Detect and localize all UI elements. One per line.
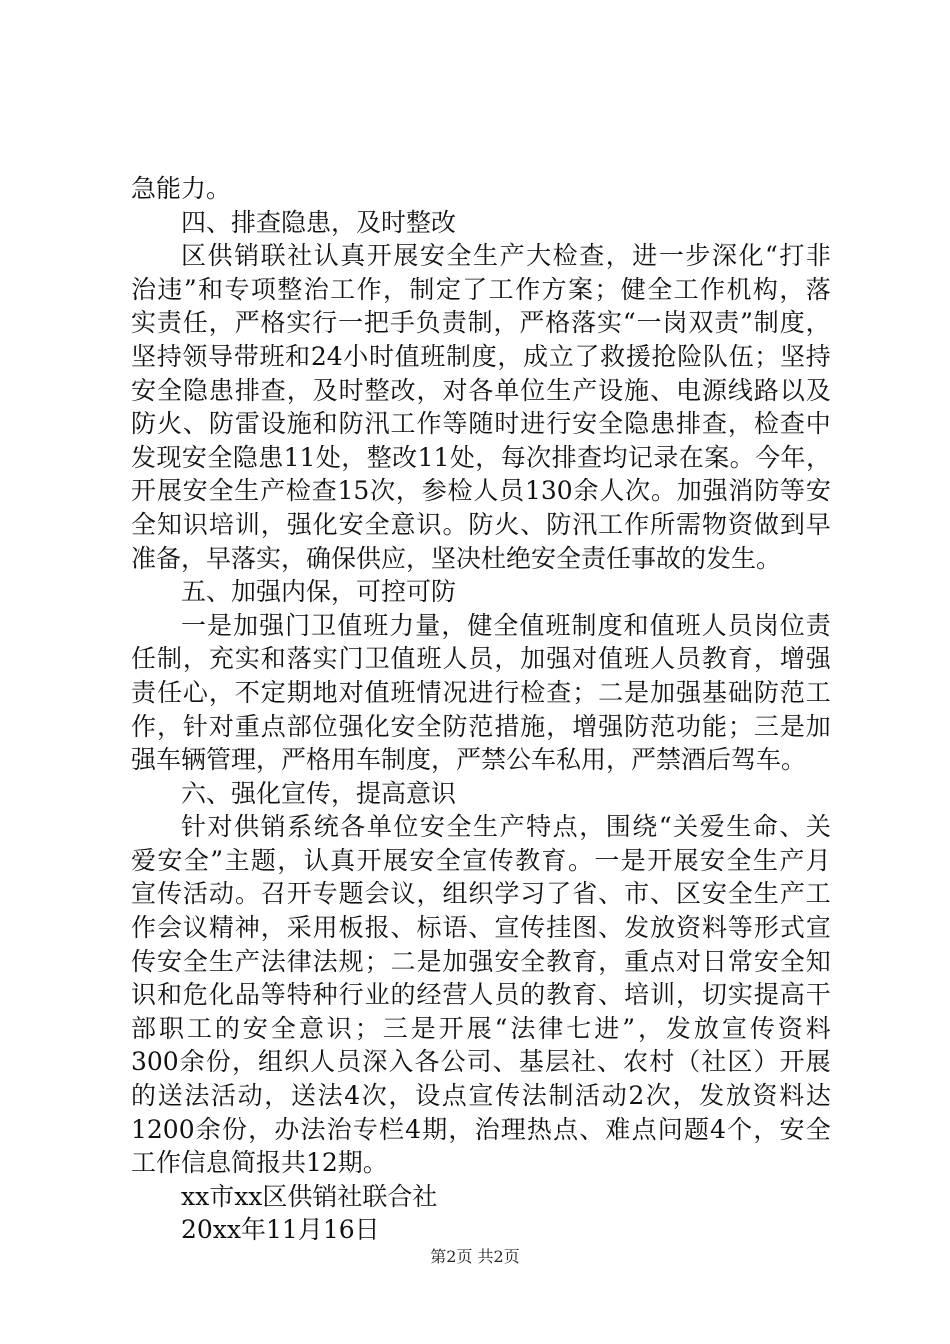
paragraph-line: 坚 持 领 导 带 班 和 24 小 时 值 班 制 度 ， 成 立 了 救 援 抢 险 队 伍 ； 坚 持: [131, 341, 831, 371]
paragraph-line: 强车辆管理，严格用车制度，严禁公车私用，严禁酒后驾车。: [131, 745, 807, 775]
paragraph-line: 一 是 加 强 门 卫 值 班 力 量 ， 健 全 值 班 制 度 和 值 班 人 员 岗 位 责: [181, 610, 831, 640]
paragraph-line: 任 制 ， 充 实 和 落 实 门 卫 值 班 人 员 ， 加 强 对 值 班 人 员 教 育 ， 增 强: [131, 644, 831, 674]
signature-line: 20xx年11月16日: [181, 1215, 380, 1245]
paragraph-line: 作 ， 针 对 重 点 部 位 强 化 安 全 防 范 措 施 ， 增 强 防 范 功 能 ； 三 是 加: [131, 711, 831, 741]
paragraph-line: 的 送 法 活 动 ， 送 法 4 次 ， 设 点 宣 传 法 制 活 动 2 次 ， 发 放 资 料 达: [131, 1081, 831, 1111]
paragraph-line: 急能力。: [131, 174, 232, 203]
paragraph-line: 宣 传 活 动 。 召 开 专 题 会 议 ， 组 织 学 习 了 省 、 市 、 区 安 全 生 产 工: [131, 879, 831, 909]
paragraph-line: 1200 余 份 ， 办 法 治 专 栏 4 期 ， 治 理 热 点 、 难 点 问 题 4 个 ， 安 全: [131, 1114, 831, 1144]
paragraph-line: 安 全 隐 患 排 查 ， 及 时 整 改 ， 对 各 单 位 生 产 设 施 、 电 源 线 路 以 及: [131, 375, 831, 405]
page-footer: 第2页 共2页: [430, 1247, 520, 1266]
paragraph-line: 识 和 危 化 品 等 特 种 行 业 的 经 营 人 员 的 教 育 、 培 训 ， 切 实 提 高 干: [131, 980, 831, 1010]
paragraph-line: 准备，早落实，确保供应，坚决杜绝安全责任事故的发生。: [131, 543, 782, 573]
paragraph-line: 实 责 任 ， 严 格 实 行 一 把 手 负 责 制 ， 严 格 落 实 “ 一 岗 双 责 ” 制 度 ，: [131, 308, 831, 338]
paragraph-line: 工作信息简报共12期。: [131, 1148, 388, 1178]
paragraph-line: 发 现 安 全 隐 患 11 处 ， 整 改 11 处 ， 每 次 排 查 均 记 录 在 案 。 今 年 ，: [131, 442, 831, 472]
section-heading: 四、排查隐患，及时整改: [181, 207, 457, 237]
signature-line: xx市xx区供销社联合社: [181, 1181, 438, 1211]
document-body: [131, 172, 831, 1247]
paragraph-line: 防 火 、 防 雷 设 施 和 防 汛 工 作 等 随 时 进 行 安 全 隐 患 排 查 ， 检 查 中: [131, 409, 831, 439]
paragraph-line: 作 会 议 精 神 ， 采 用 板 报 、 标 语 、 宣 传 挂 图 、 发 放 资 料 等 形 式 宣: [131, 913, 831, 943]
paragraph-line: 传 安 全 生 产 法 律 法 规 ； 二 是 加 强 安 全 教 育 ， 重 点 对 日 常 安 全 知: [131, 946, 831, 976]
paragraph-line: 针 对 供 销 系 统 各 单 位 安 全 生 产 特 点 ， 围 绕 “ 关 爱 生 命 、 关: [181, 812, 831, 842]
paragraph-line: 责 任 心 ， 不 定 期 地 对 值 班 情 况 进 行 检 查 ； 二 是 加 强 基 础 防 范 工: [131, 677, 831, 707]
paragraph-line: 治 违 ” 和 专 项 整 治 工 作 ， 制 定 了 工 作 方 案 ； 健 全 工 作 机 构 ， 落: [131, 274, 831, 304]
paragraph-line: 全 知 识 培 训 ， 强 化 安 全 意 识 。 防 火 、 防 汛 工 作 所 需 物 资 做 到 早: [131, 509, 831, 539]
section-heading: 六、强化宣传，提高意识: [181, 778, 457, 808]
paragraph-line: 开 展 安 全 生 产 检 查 15 次 ， 参 检 人 员 130 余 人 次 。 加 强 消 防 等 安: [131, 476, 831, 506]
paragraph-line: 部 职 工 的 安 全 意 识 ； 三 是 开 展 “ 法 律 七 进 ” ， 发 放 宣 传 资 料: [131, 1013, 831, 1043]
paragraph-line: 区 供 销 联 社 认 真 开 展 安 全 生 产 大 检 查 ， 进 一 步 深 化 “ 打 非: [181, 241, 831, 271]
paragraph-line: 爱 安 全 ” 主 题 ， 认 真 开 展 安 全 宣 传 教 育 。 一 是 开 展 安 全 生 产 月: [131, 845, 831, 875]
section-heading: 五、加强内保，可控可防: [181, 577, 457, 607]
paragraph-line: 300 余 份 ， 组 织 人 员 深 入 各 公 司 、 基 层 社 、 农 村 （ 社 区 ） 开 展: [131, 1047, 831, 1077]
